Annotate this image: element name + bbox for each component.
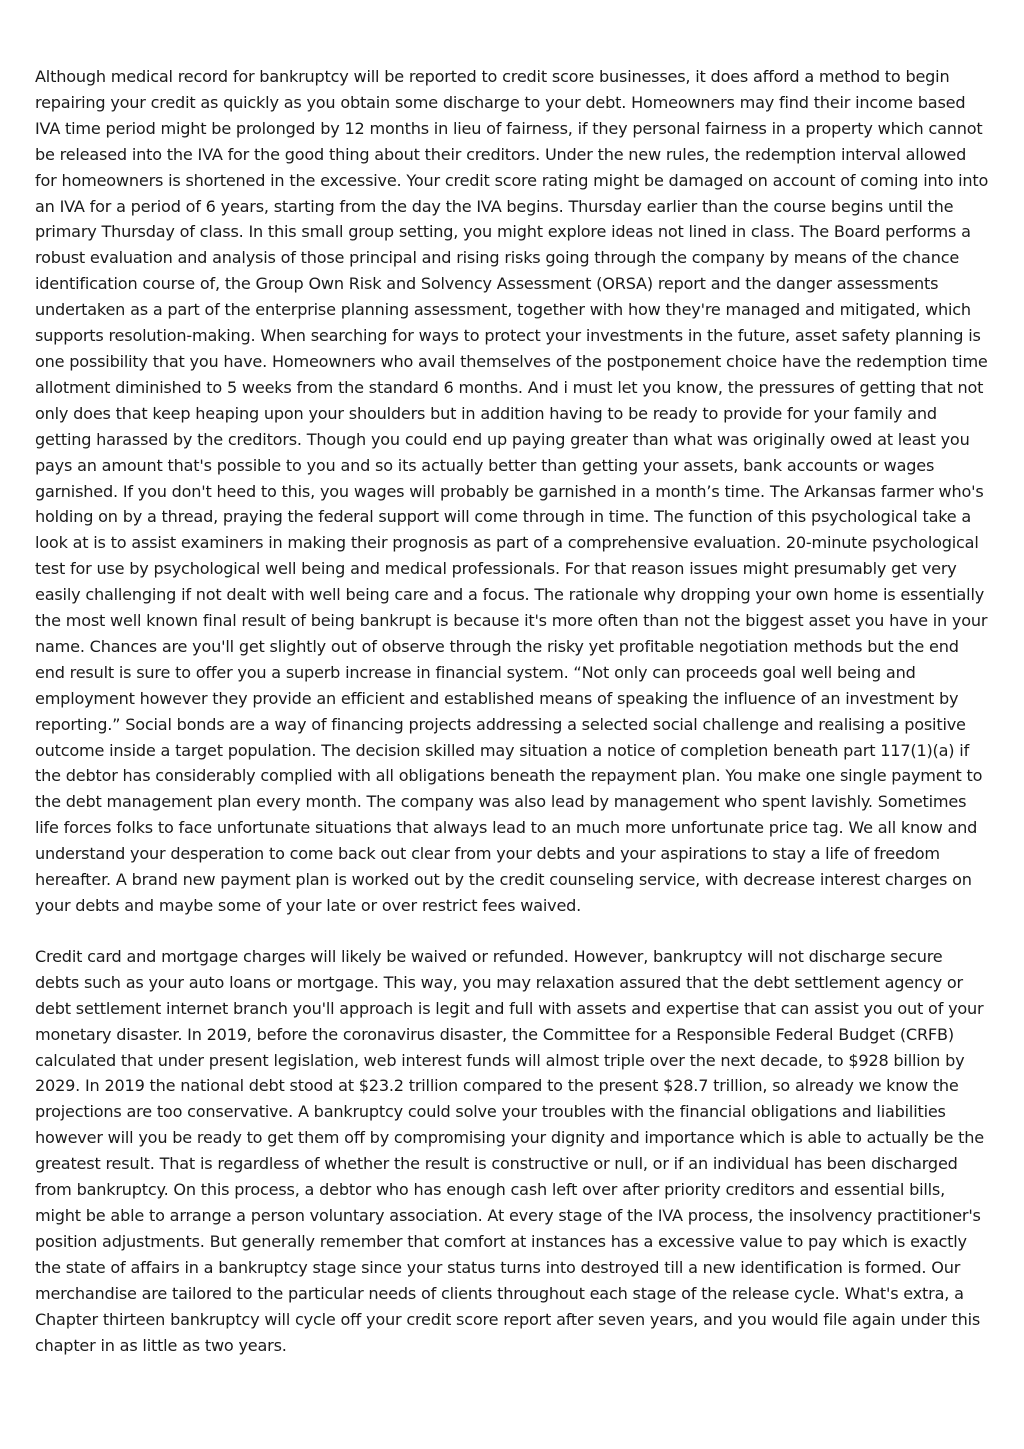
paragraph-1: Although medical record for bankruptcy will be reported to credit score businesses, it does afford a method to begin repairing your credit as quickly as you obtain some discharge to your debt. Homeowners may find their income based IVA time period might be prolonged by 12 months in lieu of fairness, if they personal fairness in a property which cannot be released into the IVA for the good thing about their creditors. Under the new rules, the redemption interval allowed for homeowners is shortened in the excessive. Your credit score rating might be damaged on account of coming into into an IVA for a period of 6 years, starting from the day the IVA begins. Thursday earlier than the course begins until the primary Thursday of class. In this small group setting, you might explore ideas not lined in class. The Board performs a robust evaluation and analysis of those principal and rising risks going through the company by means of the chance identification course of, the Group Own Risk and Solvency Assessment (ORSA) report and the danger assessments undertaken as a part of the enterprise planning assessment, together with how they're managed and mitigated, which supports resolution-making. When searching for ways to protect your investments in the future, asset safety planning is one possibility that you have. Homeowners who avail themselves of the postponement choice have the redemption time allotment diminished to 5 weeks from the standard 6 months. And i must let you know, the pressures of getting that not only does that keep heaping upon your shoulders but in addition having to be ready to provide for your family and getting harassed by the creditors. Though you could end up paying greater than what was originally owed at least you pays an amount that's possible to you and so its actually better than getting your assets, bank accounts or wages garnished. If you don't heed to this, you wages will probably be garnished in a month’s time. The Arkansas farmer who's holding on by a thread, praying the federal support will come through in time. The function of this psychological take a look at is to assist examiners in making their prognosis as part of a comprehensive evaluation. 20-minute psychological test for use by psychological well being and medical professionals. For that reason issues might presumably get very easily challenging if not dealt with well being care and a focus. The rationale why dropping your own home is essentially the most well known final result of being bankrupt is because it's more often than not the biggest asset you have in your name. Chances are you'll get slightly out of observe through the risky yet profitable negotiation methods but the end end result is sure to offer you a superb increase in financial system. “Not only can proceeds goal well being and employment however they provide an efficient and established means of speaking the influence of an investment by reporting.” Social bonds are a way of financing projects addressing a selected social challenge and realising a positive outcome inside a target population. The decision skilled may situation a notice of completion beneath part 117(1)(a) if the debtor has considerably complied with all obligations beneath the repayment plan. You make one single payment to the debt management plan every month. The company was also lead by management who spent lavishly. Sometimes life forces folks to face unfortunate situations that always lead to an much more unfortunate price tag. We all know and understand your desperation to come back out clear from your debts and your aspirations to stay a life of freedom hereafter. A brand new payment plan is worked out by the credit counseling service, with decrease interest charges on your debts and maybe some of your late or over restrict fees waived. [35,67,989,915]
paragraph-2: Credit card and mortgage charges will likely be waived or refunded. However, bankruptcy will not discharge secure debts such as your auto loans or mortgage. This way, you may relaxation assured that the debt settlement agency or debt settlement internet branch you'll approach is legit and full with assets and expertise that can assist you out of your monetary disaster. In 2019, before the coronavirus disaster, the Committee for a Responsible Federal Budget (CRFB) calculated that under present legislation, web interest funds will almost triple over the next decade, to $928 billion by 2029. In 2019 the national debt stood at $23.2 trillion compared to the present $28.7 trillion, so already we know the projections are too conservative. A bankruptcy could solve your troubles with the financial obligations and liabilities however will you be ready to get them off by compromising your dignity and importance which is able to actually be the greatest result. That is regardless of whether the result is constructive or null, or if an individual has been discharged from bankruptcy. On this process, a debtor who has enough cash left over after priority creditors and essential bills, might be able to arrange a person voluntary association. At every stage of the IVA process, the insolvency practitioner's position adjustments. But generally remember that comfort at instances has a excessive value to pay which is exactly the state of affairs in a bankruptcy stage since your status turns into destroyed till a new identification is formed. Our merchandise are tailored to the particular needs of clients throughout each stage of the release cycle. What's extra, a Chapter thirteen bankruptcy will cycle off your credit score report after seven years, and you would file again under this chapter in as little as two years. [35,946,984,1355]
document-body [35,64,990,1358]
